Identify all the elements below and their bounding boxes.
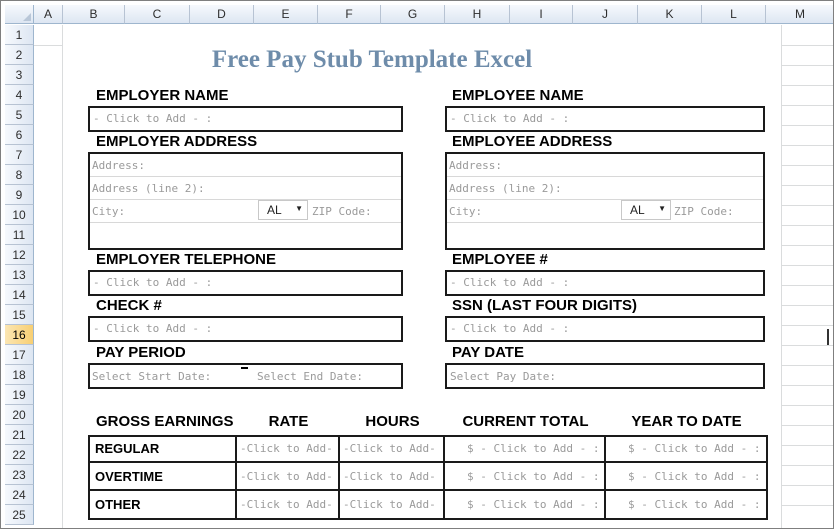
pay-period-start[interactable]: Select Start Date: [92, 370, 212, 383]
row-header-5[interactable]: 5 [5, 105, 34, 125]
check-number-placeholder: - Click to Add - : [93, 322, 213, 335]
earnings-current-total-placeholder: $ - Click to Add - : [467, 442, 600, 455]
employer-telephone-label: EMPLOYER TELEPHONE [96, 251, 277, 268]
employee-number-placeholder: - Click to Add - : [450, 276, 570, 289]
gross-earnings-header: GROSS EARNINGS [96, 413, 234, 430]
row-header-19[interactable]: 19 [5, 385, 34, 405]
earnings-hours-placeholder: -Click to Add- [343, 470, 436, 483]
employee-zip[interactable]: ZIP Code: [674, 205, 734, 218]
ssn-field[interactable] [445, 316, 765, 342]
date-range-dash [241, 367, 248, 369]
employer-name-label: EMPLOYER NAME [96, 87, 229, 104]
employee-name-placeholder: - Click to Add - : [450, 112, 570, 125]
row-header-25[interactable]: 25 [5, 505, 34, 525]
column-header-g[interactable]: G [381, 5, 445, 24]
pay-date-placeholder: Select Pay Date: [450, 370, 556, 383]
row-header-4[interactable]: 4 [5, 85, 34, 105]
pay-date-label: PAY DATE [452, 344, 524, 361]
employee-address-label: EMPLOYEE ADDRESS [452, 133, 613, 150]
employee-address-field[interactable] [445, 152, 765, 250]
employer-address-line2[interactable]: Address (line 2): [92, 182, 205, 195]
row-header-20[interactable]: 20 [5, 405, 34, 425]
check-number-label: CHECK # [96, 297, 162, 314]
row-header-11[interactable]: 11 [5, 225, 34, 245]
earnings-year-to-date-placeholder: $ - Click to Add - : [628, 470, 761, 483]
split-handle[interactable] [827, 329, 829, 345]
row-header-2[interactable]: 2 [5, 45, 34, 65]
page-title: Free Pay Stub Template Excel [211, 46, 533, 73]
employer-city[interactable]: City: [92, 205, 126, 218]
row-header-7[interactable]: 7 [5, 145, 34, 165]
row-header-10[interactable]: 10 [5, 205, 34, 225]
rate-header: RATE [268, 413, 309, 430]
row-header-12[interactable]: 12 [5, 245, 34, 265]
column-header-e[interactable]: E [254, 5, 318, 24]
earnings-row-label: OVERTIME [95, 469, 163, 484]
employee-state-select[interactable] [621, 200, 671, 220]
ssn-placeholder: - Click to Add - : [450, 322, 570, 335]
employer-name-placeholder: - Click to Add - : [93, 112, 213, 125]
employee-name-field[interactable] [445, 106, 765, 132]
current-total-header: CURRENT TOTAL [462, 413, 589, 430]
dropdown-arrow-icon: ▼ [658, 204, 666, 213]
earnings-rate-placeholder: -Click to Add- [240, 470, 333, 483]
earnings-hours-placeholder: -Click to Add- [343, 498, 436, 511]
pay-period-end[interactable]: Select End Date: [257, 370, 363, 383]
column-header-d[interactable]: D [190, 5, 254, 24]
column-header-c[interactable]: C [125, 5, 190, 24]
earnings-rate-placeholder: -Click to Add- [240, 498, 333, 511]
earnings-current-total-placeholder: $ - Click to Add - : [467, 498, 600, 511]
earnings-hours-placeholder: -Click to Add- [343, 442, 436, 455]
employer-address-field[interactable] [88, 152, 403, 250]
column-header-h[interactable]: H [445, 5, 510, 24]
earnings-row-label: REGULAR [95, 441, 160, 456]
employee-number-field[interactable] [445, 270, 765, 296]
employee-name-label: EMPLOYEE NAME [452, 87, 584, 104]
employer-state-select[interactable] [258, 200, 308, 220]
row-header-24[interactable]: 24 [5, 485, 34, 505]
employee-number-label: EMPLOYEE # [452, 251, 548, 268]
row-header-23[interactable]: 23 [5, 465, 34, 485]
column-header-b[interactable]: B [63, 5, 125, 24]
select-all-corner[interactable] [5, 5, 34, 24]
row-header-9[interactable]: 9 [5, 185, 34, 205]
row-header-3[interactable]: 3 [5, 65, 34, 85]
column-header-i[interactable]: I [510, 5, 573, 24]
pay-period-label: PAY PERIOD [96, 344, 186, 361]
employee-address-line2[interactable]: Address (line 2): [449, 182, 562, 195]
column-header-k[interactable]: K [638, 5, 702, 24]
earnings-row-label: OTHER [95, 497, 141, 512]
employer-address-label: EMPLOYER ADDRESS [96, 133, 258, 150]
column-header-m[interactable]: M [766, 5, 834, 24]
earnings-grid [88, 435, 768, 520]
employer-state-value: AL [267, 203, 282, 217]
employer-zip[interactable]: ZIP Code: [312, 205, 372, 218]
row-header-14[interactable]: 14 [5, 285, 34, 305]
employer-telephone-placeholder: - Click to Add - : [93, 276, 213, 289]
column-header-a[interactable]: A [34, 5, 63, 24]
row-header-15[interactable]: 15 [5, 305, 34, 325]
row-header-21[interactable]: 21 [5, 425, 34, 445]
dropdown-arrow-icon: ▼ [295, 204, 303, 213]
earnings-year-to-date-placeholder: $ - Click to Add - : [628, 442, 761, 455]
column-header-f[interactable]: F [318, 5, 381, 24]
employee-state-value: AL [630, 203, 645, 217]
check-number-field[interactable] [88, 316, 403, 342]
employer-name-field[interactable] [88, 106, 403, 132]
employer-address-line1[interactable]: Address: [92, 159, 145, 172]
row-header-22[interactable]: 22 [5, 445, 34, 465]
row-header-16[interactable]: 16 [5, 325, 34, 345]
row-header-8[interactable]: 8 [5, 165, 34, 185]
earnings-year-to-date-placeholder: $ - Click to Add - : [628, 498, 761, 511]
employer-telephone-field[interactable] [88, 270, 403, 296]
row-header-6[interactable]: 6 [5, 125, 34, 145]
column-header-j[interactable]: J [573, 5, 638, 24]
row-header-17[interactable]: 17 [5, 345, 34, 365]
earnings-rate-placeholder: -Click to Add- [240, 442, 333, 455]
ssn-label: SSN (LAST FOUR DIGITS) [452, 297, 637, 314]
employee-address-line1[interactable]: Address: [449, 159, 502, 172]
hours-header: HOURS [365, 413, 420, 430]
row-header-18[interactable]: 18 [5, 365, 34, 385]
row-header-1[interactable]: 1 [5, 25, 34, 45]
year-to-date-header: YEAR TO DATE [631, 413, 742, 430]
pay-date-field[interactable] [445, 363, 765, 389]
row-header-13[interactable]: 13 [5, 265, 34, 285]
earnings-current-total-placeholder: $ - Click to Add - : [467, 470, 600, 483]
employee-city[interactable]: City: [449, 205, 483, 218]
column-header-l[interactable]: L [702, 5, 766, 24]
